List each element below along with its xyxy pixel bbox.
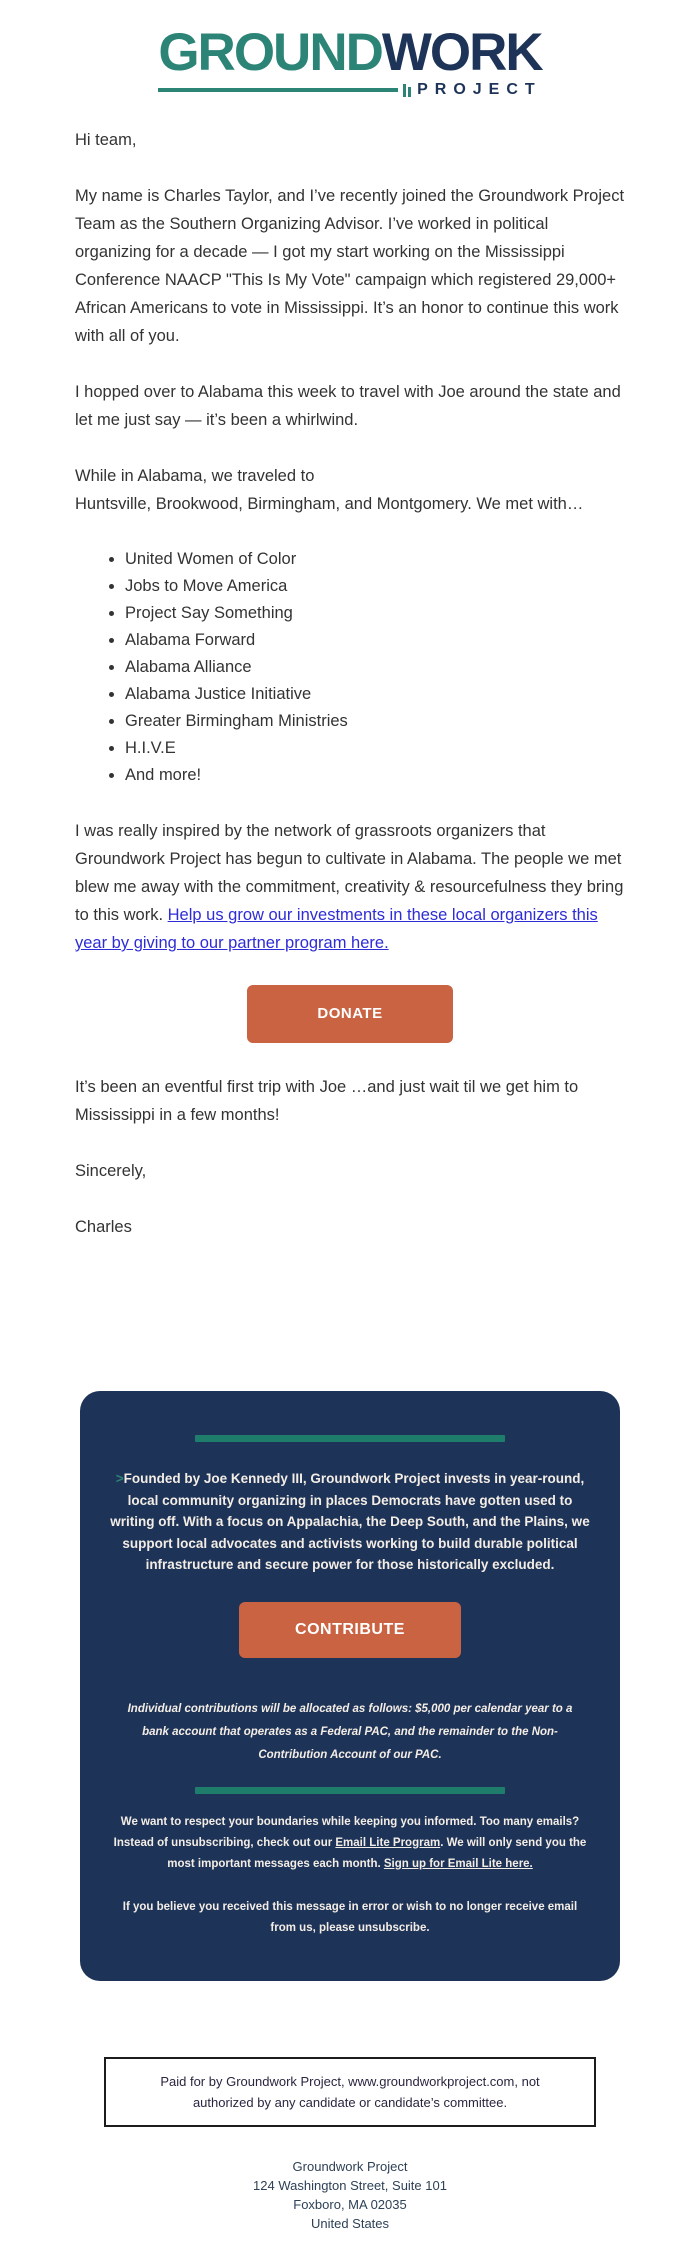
partner-program-link[interactable]: Help us grow our investments in these local organizers this year by giving to our partner program here. <box>75 906 598 952</box>
intro-paragraph: My name is Charles Taylor, and I’ve recently joined the Groundwork Project Team as the Southern Organizing Advisor. I’ve worked in political organizing for a decade — I got my start working on the Mississippi Conference NAACP "This Is My Vote" campaign which registered 29,000+ African Americans to vote in Mississippi. It’s an honor to continue this work with all of you. <box>75 187 625 345</box>
unsubscribe-notice: If you believe you received this message in error or wish to no longer receive email from us, please unsubscribe. <box>122 1900 578 1934</box>
logo-subtitle-row <box>158 82 541 98</box>
list-item: • H.I.V.E <box>125 735 625 762</box>
email-lite-signup-link[interactable]: Sign up for Email Lite here. <box>383 1857 533 1870</box>
about-text: Founded by Joe Kennedy III, Groundwork Project invests in year-round, local community organizing in places Democrats have gotten used to writing off. With a focus on Appalachia, the Deep South, and the Plains, we support local advocates and activists working to build durable political infrastructure and secure power for those historically excluded. <box>110 1471 590 1572</box>
list-item: • Alabama Justice Initiative <box>125 681 625 708</box>
closing: Sincerely, <box>75 1162 147 1180</box>
alabama-trip-paragraph: I hopped over to Alabama this week to travel with Joe around the state and let me just say — it’s been a whirlwind. <box>75 383 621 429</box>
address-org-name: Groundwork Project <box>292 2158 408 2174</box>
list-item: • And more! <box>125 762 625 789</box>
groundwork-logo <box>158 23 542 98</box>
about-paragraph <box>105 1468 595 1576</box>
email-lite-program-link[interactable]: Email Lite Program <box>335 1836 441 1849</box>
orgs-list <box>75 546 625 789</box>
list-item: • Alabama Forward <box>125 627 625 654</box>
email-pref-text-1: We want to respect your boundaries while keeping you informed. Too many emails? Instead of unsubscribing, check out our <box>113 1815 580 1849</box>
signature: Charles <box>75 1218 132 1236</box>
list-item: • Greater Birmingham Ministries <box>125 708 625 735</box>
greeting: Hi team, <box>75 131 137 149</box>
contribute-button[interactable]: CONTRIBUTE <box>239 1602 461 1658</box>
logo-rule <box>158 88 398 92</box>
travel-line-2: Huntsville, Brookwood, Birmingham, and Montgomery. We met with… <box>75 495 584 513</box>
list-item: • United Women of Color <box>125 546 625 573</box>
inspired-text: I was really inspired by the network of grassroots organizers that Groundwork Project has begun to cultivate in Alabama. The people we met blew me away with the commitment, creativity & resourcefulness they bring to this work. <box>75 822 624 924</box>
paid-for-disclaimer-box: Paid for by Groundwork Project, www.groundworkproject.com, not authorized by any candidate or candidate’s committee. <box>104 2057 596 2127</box>
contribution-disclaimer: Individual contributions will be allocated as follows: $5,000 per calendar year to a bank account that operates as a Federal PAC, and the remainder to the Non-Contribution Account of our PAC. <box>127 1702 573 1761</box>
organization-address <box>0 2157 700 2233</box>
logo-word-work: WORK <box>381 23 542 82</box>
logo-subtitle: PROJECT <box>417 81 542 98</box>
divider-bar-top <box>195 1435 505 1442</box>
email-preferences-paragraph <box>109 1812 591 1875</box>
travel-line-1: While in Alabama, we traveled to <box>75 467 315 485</box>
logo-wordmark <box>158 23 542 82</box>
letter-body <box>75 126 625 1241</box>
address-country: United States <box>310 2215 390 2231</box>
address-city-state: Foxboro, MA 02035 <box>293 2196 407 2212</box>
logo-tick-icon <box>403 84 406 97</box>
inspired-paragraph <box>75 817 625 957</box>
about-prefix: > <box>115 1471 124 1486</box>
eventful-trip-paragraph: It’s been an eventful first trip with Joe …and just wait til we get him to Mississippi in a few months! <box>75 1078 579 1124</box>
donate-button[interactable]: DONATE <box>247 985 452 1043</box>
divider-bar-bottom <box>195 1787 505 1794</box>
email-pref-text-2: . We will only send you the most important messages each month. <box>167 1836 587 1870</box>
list-item: • Jobs to Move America <box>125 573 625 600</box>
list-item: • Project Say Something <box>125 600 625 627</box>
donate-button-row <box>75 985 625 1043</box>
logo-word-ground: GROUND <box>158 23 382 82</box>
about-card <box>80 1391 620 1981</box>
address-street: 124 Washington Street, Suite 101 <box>253 2177 447 2193</box>
list-item: • Alabama Alliance <box>125 654 625 681</box>
travel-paragraph <box>75 462 625 518</box>
